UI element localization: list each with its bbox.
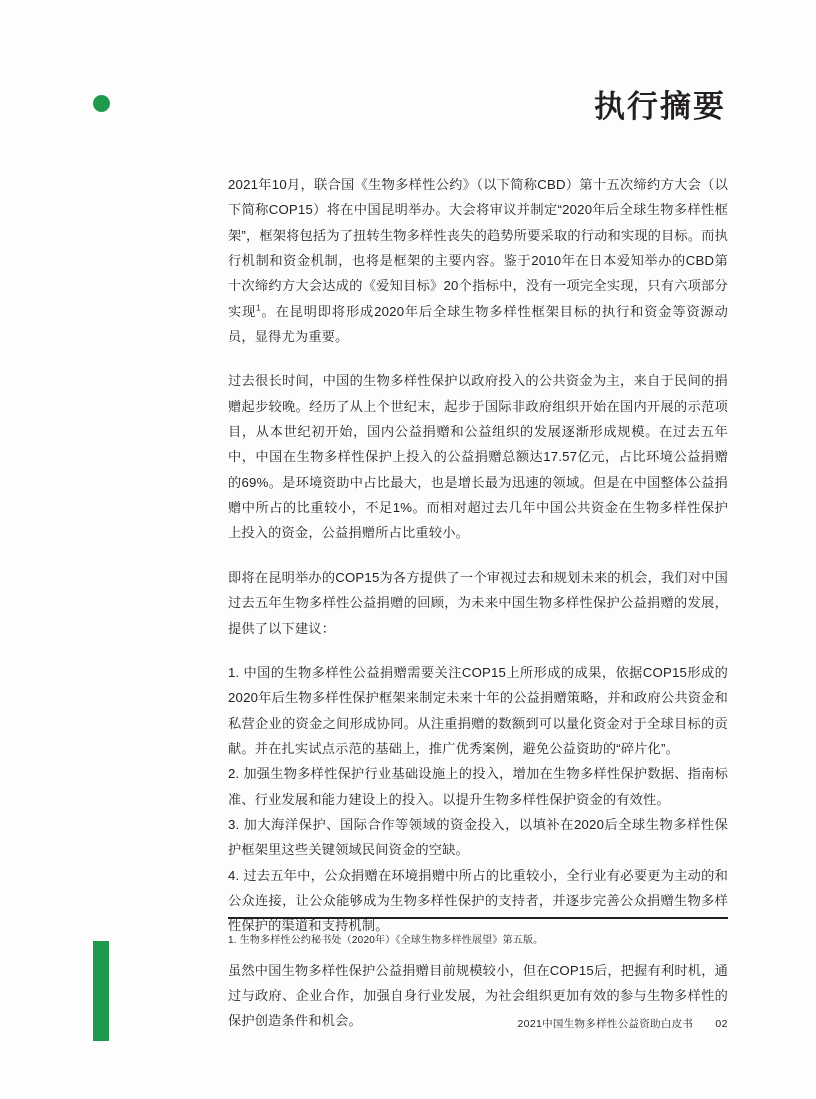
green-bar-decoration: [93, 941, 109, 1041]
list-item: 4. 过去五年中，公众捐赠在环境捐赠中所占的比重较小，全行业有必要更为主动的和公众连接，让公众能够成为生物多样性保护的支持者，并逐步完善公众捐赠生物多样性保护的渠道和支持机制。: [228, 867, 728, 934]
paragraph-3: 即将在昆明举办的COP15为各方提供了一个审视过去和规划未来的机会，我们对中国过去五年生物多样性公益捐赠的回顾，为未来中国生物多样性保护公益捐赠的发展，提供了以下建议：: [228, 569, 728, 636]
recommendation-list: [228, 660, 728, 939]
footer-document-name: 2021中国生物多样性公益资助白皮书: [517, 1018, 694, 1030]
list-item: 3. 加大海洋保护、国际合作等领域的资金投入，以填补在2020后全球生物多样性保护框架里这些关键领域民间资金的空缺。: [228, 816, 728, 858]
closing-paragraph: 虽然中国生物多样性保护公益捐赠目前规模较小，但在COP15后，把握有利时机，通过与政府、企业合作，加强自身行业发展，为社会组织更加有效的参与生物多样性的保护创造条件和机会。: [228, 962, 728, 1029]
paragraph-1-text: 2021年10月，联合国《生物多样性公约》（以下简称CBD）第十五次缔约方大会（以下简称COP15）将在中国昆明举办。大会将审议并制定“2020年后全球生物多样性框架”，框架将包括为了扭转生物多样性丧失的趋势所要采取的行动和实现的目标。而执行机制和资金机制，也将是框架的主要内容。鉴于2010年在日本爱知举办的CBD第十次缔约方大会达成的《爱知目标》20个指标中，没有一项完全实现，只有六项部分实现$^1$。在昆明即将形成2020年后全球生物多样性框架目标的执行和资金等资源动员，显得尤为重要。: [228, 177, 728, 345]
page-footer: [228, 1016, 728, 1031]
footnote-divider: [228, 917, 728, 919]
paragraph-2: 过去很长时间，中国的生物多样性保护以政府投入的公共资金为主，来自于民间的捐赠起步较晚。经历了从上个世纪末，起步于国际非政府组织开始在国内开展的示范项目，从本世纪初开始，国内公益捐赠和公益组织的发展逐渐形成规模。在过去五年中，中国在生物多样性保护上投入的公益捐赠总额达17.57亿元，占比环境公益捐赠的69%。是环境资助中占比最大，也是增长最为迅速的领域。但是在中国整体公益捐赠中所占的比重较小，不足1%。而相对超过去几年中国公共资金在生物多样性保护上投入的资金，公益捐赠所占比重较小。: [228, 373, 728, 541]
footer-page-number: 02: [715, 1018, 728, 1030]
document-body: [228, 172, 728, 1034]
list-item: 2. 加强生物多样性保护行业基础设施上的投入，增加在生物多样性保护数据、指南标准、行业发展和能力建设上的投入。以提升生物多样性保护资金的有效性。: [228, 766, 728, 807]
page-title: 执行摘要: [594, 89, 726, 124]
paragraph-1: [228, 172, 728, 349]
footnote: 1. 生物多样性公约秘书处（2020年）《全球生物多样性展望》第五版。: [228, 935, 544, 946]
list-item: 1. 中国的生物多样性公益捐赠需要关注COP15上所形成的成果，依据COP15形成的2020年后生物多样性保护框架来制定未来十年的公益捐赠策略，并和政府公共资金和私营企业的资金之间形成协同。从注重捐赠的数额到可以量化资金对于全球目标的贡献。并在扎实试点示范的基础上，推广优秀案例，避免公益资助的“碎片化”。: [228, 664, 728, 756]
green-dot-decoration: [93, 95, 110, 112]
